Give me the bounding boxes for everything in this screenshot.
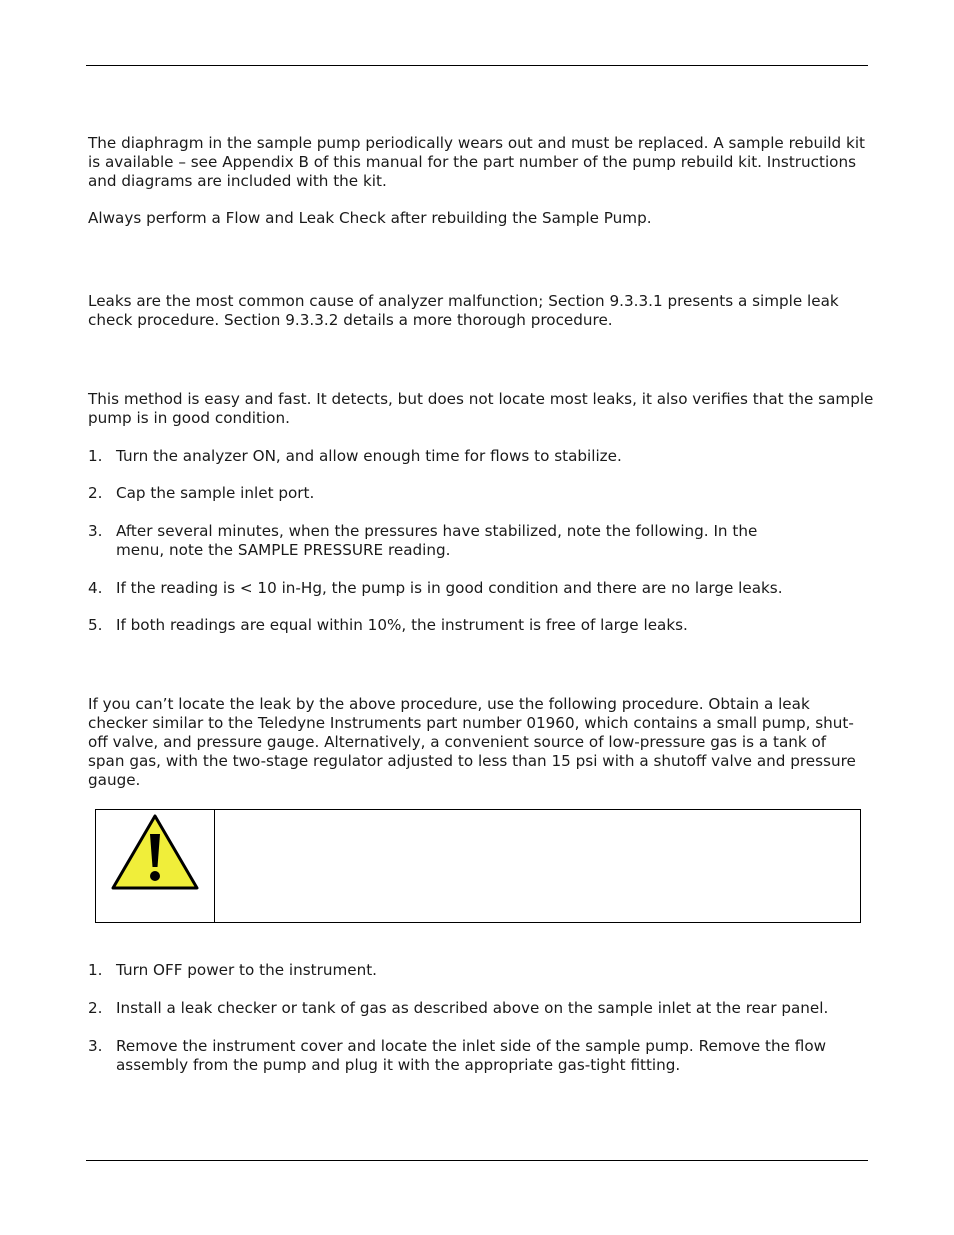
vacuum-step-3 [88,522,878,560]
footer-rule [86,1160,868,1161]
warning-text-cell [216,810,860,922]
step-number: 2. [88,484,103,502]
vacuum-step-4 [88,579,878,598]
step-number: 1. [88,961,103,979]
step-text: If the reading is < 10 in-Hg, the pump is in good condition and there are no large leaks. [116,579,783,597]
step-text: Remove the instrument cover and locate the inlet side of the sample pump. Remove the flow assembly from the pump and plug it with the appropriate gas-tight fitting. [116,1037,827,1074]
caution-triangle-icon [110,812,200,892]
pump-paragraph-2: Always perform a Flow and Leak Check after rebuilding the Sample Pump. [88,209,652,227]
pressure-intro-paragraph: If you can’t locate the leak by the above procedure, use the following procedure. Obtain a leak checker similar to the Teledyne Instruments part number 01960, which contains a small pump, shut-off valve, and pressure gauge. Alternatively, a convenient source of low-pressure gas is a tank of span gas, with the two-stage regulator adjusted to less than 15 psi with a shutoff valve and pressure gauge. [88,695,856,789]
step-text: Turn OFF power to the instrument. [116,961,378,979]
step-number: 2. [88,999,103,1017]
warning-box [95,809,861,923]
step-number: 5. [88,616,103,634]
step-text: If both readings are equal within 10%, the instrument is free of large leaks. [116,616,688,634]
step-text: Cap the sample inlet port. [116,484,315,502]
vacuum-step-2 [88,484,878,503]
step-number: 3. [88,1037,103,1055]
vacuum-intro-paragraph: This method is easy and fast. It detects, but does not locate most leaks, it also verifies that the sample pump is in good condition. [88,390,874,427]
step-number: 4. [88,579,103,597]
step-text: Turn the analyzer ON, and allow enough time for flows to stabilize. [116,447,622,465]
pressure-step-2 [88,999,878,1018]
header-rule [86,65,868,66]
step-text: After several minutes, when the pressures have stabilized, note the following. In the menu, note the SAMPLE PRESSURE reading. [116,522,758,559]
pump-paragraph-1: The diaphragm in the sample pump periodically wears out and must be replaced. A sample rebuild kit is available – see Appendix B of this manual for the part number of the pump rebuild kit. Instructions and diagrams are included with the kit. [88,134,865,190]
warning-icon-cell [96,810,215,922]
step-text: Install a leak checker or tank of gas as described above on the sample inlet at the rear panel. [116,999,829,1017]
step-number: 1. [88,447,103,465]
pressure-step-1 [88,961,878,980]
vacuum-step-5 [88,616,878,635]
pressure-step-3 [88,1037,878,1075]
step-number: 3. [88,522,103,540]
leak-intro-paragraph: Leaks are the most common cause of analyzer malfunction; Section 9.3.3.1 presents a simple leak check procedure. Section 9.3.3.2 details a more thorough procedure. [88,292,839,329]
vacuum-step-1 [88,447,878,466]
